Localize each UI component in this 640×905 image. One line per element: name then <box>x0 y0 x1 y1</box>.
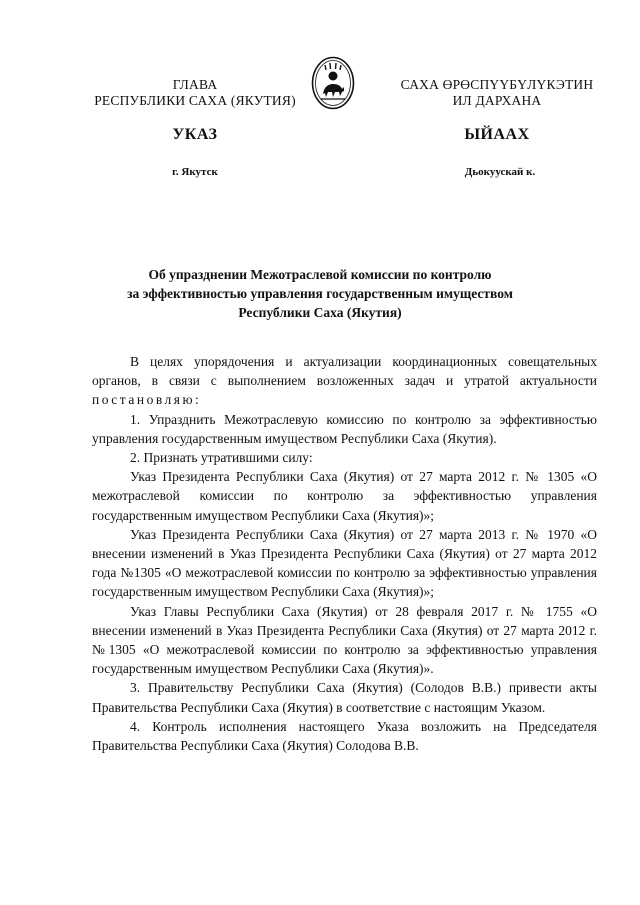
paragraph-1: 1. Упразднить Межотраслевую комиссию по контролю за эффективностью управления государственным имуществом Республики Саха (Якутия). <box>92 411 597 446</box>
intro-text: В целях упорядочения и актуализации координационных совещательных органов, в связи с выполнением возложенных задач и утратой актуальности <box>92 354 597 389</box>
decree-body <box>92 352 597 755</box>
header-left-line2: РЕСПУБЛИКИ САХА (ЯКУТИЯ) <box>94 93 296 108</box>
paragraph-3: 3. Правительству Республики Саха (Якутия) (Солодов В.В.) привести акты Правительства Республики Саха (Якутия) в соответствие с настоящим Указом. <box>92 680 597 715</box>
paragraph-4: 4. Контроль исполнения настоящего Указа возложить на Председателя Правительства Республики Саха (Якутия) Солодова В.В. <box>92 718 597 754</box>
header-right-line2: ИЛ ДАРХАНА <box>452 93 542 108</box>
title-line2: за эффективностью управления государственным имуществом <box>127 286 513 301</box>
decree-title <box>100 265 540 322</box>
intro-spaced-word: постановляю: <box>92 392 202 408</box>
intro-paragraph <box>92 352 597 410</box>
header-right-line1: САХА ӨРӨСПҮҮБҮЛҮКЭТИН <box>400 77 594 92</box>
title-line3: Республики Саха (Якутия) <box>238 305 402 320</box>
header-right-block <box>382 77 612 109</box>
city-sah: Дьокуускай к. <box>464 166 536 178</box>
doc-type-sah: ЫЙААХ <box>464 126 530 143</box>
doc-type-ru: УКАЗ <box>172 126 218 143</box>
coat-of-arms-emblem <box>311 56 355 110</box>
paragraph-2b: Указ Президента Республики Саха (Якутия) от 27 марта 2013 г. № 1970 «О внесении изменений в Указ Президента Республики Саха (Якутия) от 27 марта 2012 года №1305 «О межотраслевой комиссии по контролю за эффективностью управления государственным имуществом Республики Саха (Якутия)»; <box>92 526 597 600</box>
city-ru: г. Якутск <box>172 166 218 178</box>
header-left-line1: ГЛАВА <box>172 77 218 92</box>
title-line1: Об упразднении Межотраслевой комиссии по контролю <box>148 267 492 282</box>
paragraph-2: 2. Признать утратившими силу: <box>130 450 313 466</box>
header-left-block <box>70 77 320 109</box>
paragraph-2c: Указ Главы Республики Саха (Якутия) от 28 февраля 2017 г. № 1755 «О внесении изменений в Указ Президента Республики Саха (Якутия) от 27 марта 2012 г. №1305 «О межотраслевой комиссии по контролю за эффективностью управления государственным имуществом Республики Саха (Якутия)». <box>92 603 597 677</box>
paragraph-2a: Указ Президента Республики Саха (Якутия) от 27 марта 2012 г. № 1305 «О межотраслевой комиссии по контролю за эффективностью управления государственным имуществом Республики Саха (Якутия)»; <box>92 469 597 523</box>
